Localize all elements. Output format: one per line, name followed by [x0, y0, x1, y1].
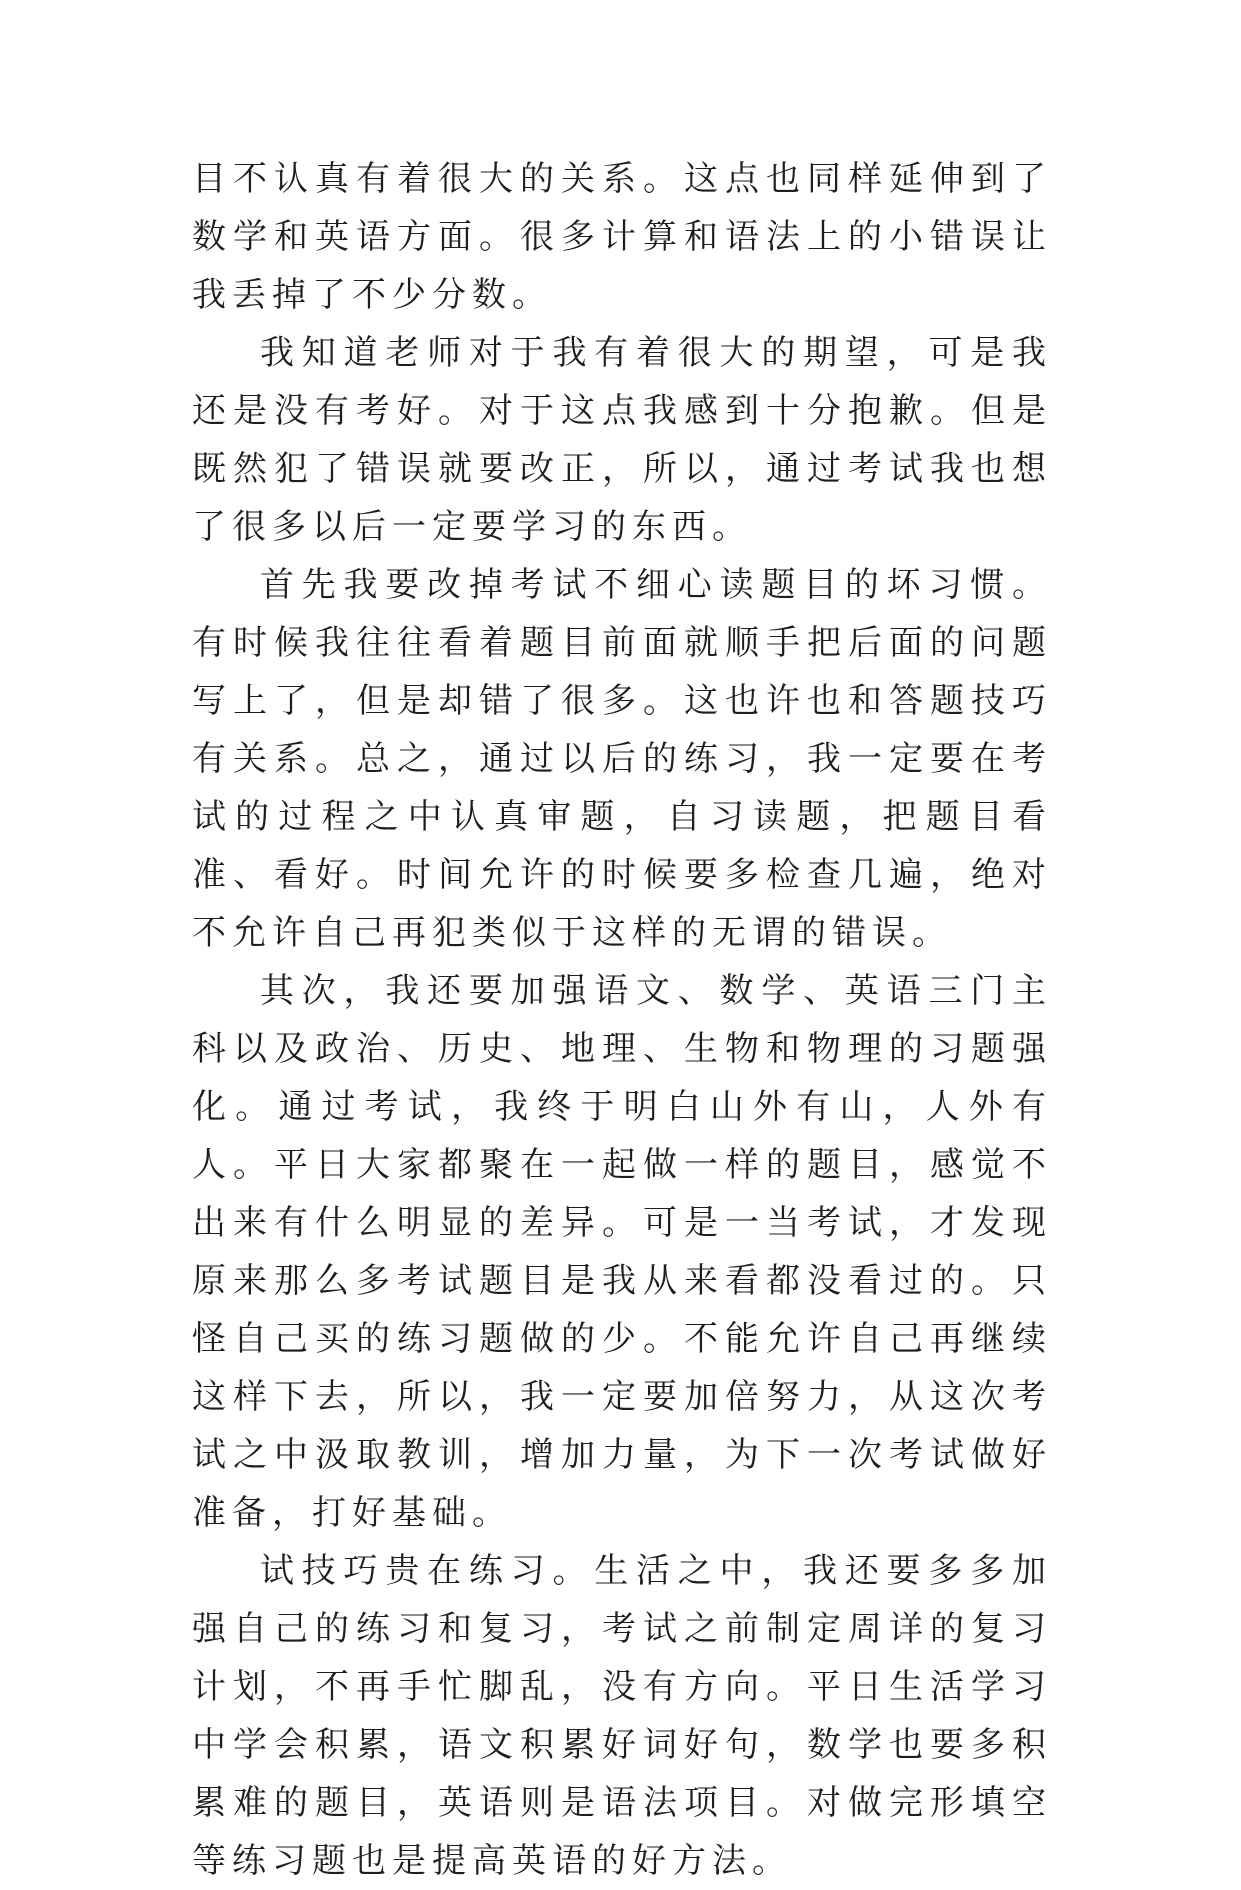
paragraph-5: 试技巧贵在练习。生活之中，我还要多多加强自己的练习和复习，考试之前制定周详的复习计划，不再手忙脚乱，没有方向。平日生活学习中学会积累，语文积累好词好句，数学也要多积累难的题目，英语则是语法项目。对做完形填空等练习题也是提高英语的好方法。 — [192, 1551, 1052, 1881]
paragraph-4: 其次，我还要加强语文、数学、英语三门主科以及政治、历史、地理、生物和物理的习题强化。通过考试，我终于明白山外有山，人外有人。平日大家都聚在一起做一样的题目，感觉不出来有什么明显的差异。可是一当考试，才发现原来那么多考试题目是我从来看都没看过的。只怪自己买的练习题做的少。不能允许自己再继续这样下去，所以，我一定要加倍努力，从这次考试之中汲取教训，增加力量，为下一次考试做好准备，打好基础。 — [192, 971, 1052, 1533]
paragraph-1: 目不认真有着很大的关系。这点也同样延伸到了数学和英语方面。很多计算和语法上的小错误让我丢掉了不少分数。 — [192, 159, 1052, 315]
paragraph-2: 我知道老师对于我有着很大的期望，可是我还是没有考好。对于这点我感到十分抱歉。但是既然犯了错误就要改正，所以，通过考试我也想了很多以后一定要学习的东西。 — [192, 333, 1052, 547]
paragraph-3: 首先我要改掉考试不细心读题目的坏习惯。有时候我往往看着题目前面就顺手把后面的问题写上了，但是却错了很多。这也许也和答题技巧有关系。总之，通过以后的练习，我一定要在考试的过程之中认真审题，自习读题，把题目看准、看好。时间允许的时候要多检查几遍，绝对不允许自己再犯类似于这样的无谓的错误。 — [192, 565, 1052, 953]
body-text — [192, 150, 1052, 1890]
